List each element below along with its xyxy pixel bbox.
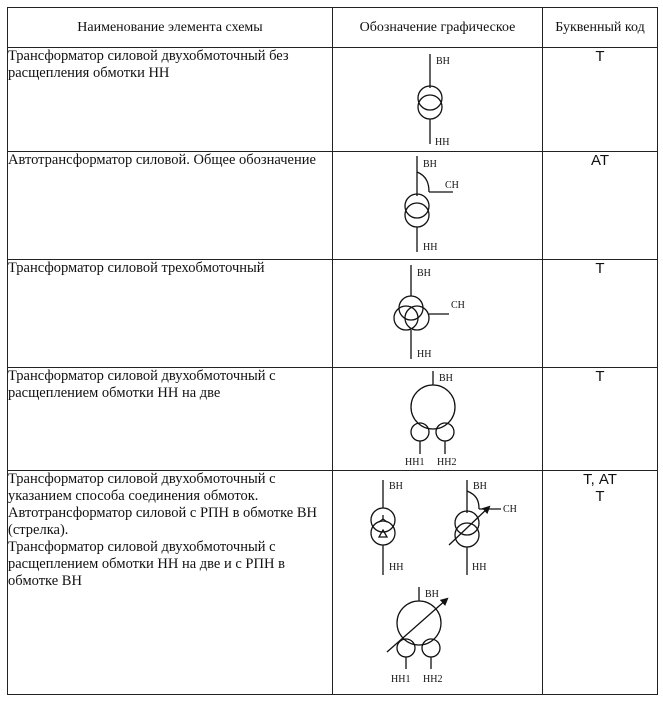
table-row xyxy=(8,471,658,695)
letter-code: Т xyxy=(543,48,658,152)
element-name: Трансформатор силовой двухобмоточный с расщеплением обмотки НН на две xyxy=(8,368,333,471)
name-line: Автотрансформатор силовой с РПН в обмотке ВН (стрелка). xyxy=(8,505,317,538)
letter-code: АТ xyxy=(543,152,658,260)
table-row xyxy=(8,368,658,471)
hv-label: ВН xyxy=(425,589,439,600)
two-winding-transformer-symbol xyxy=(333,48,543,151)
mv-label: СН xyxy=(445,180,459,191)
table-row xyxy=(8,152,658,260)
hv-label: ВН xyxy=(417,268,431,279)
element-name: Трансформатор силовой двухобмоточный без расщепления обмотки НН xyxy=(8,48,333,152)
lv-label: НН xyxy=(435,137,450,148)
header-code: Буквенный код xyxy=(543,8,658,48)
designation-table xyxy=(7,7,658,695)
hv-label: ВН xyxy=(389,481,403,492)
split-winding-oltc-transformer-symbol xyxy=(387,587,447,685)
autotransformer-oltc-symbol xyxy=(449,480,517,575)
name-line: Трансформатор силовой двухобмоточный с расщеплением обмотки НН на две и с РПН в обмотке ВН xyxy=(8,539,285,589)
lv-label: НН xyxy=(389,562,404,573)
element-name xyxy=(8,471,333,695)
code-line: Т, АТ xyxy=(583,471,617,488)
graphic-symbol xyxy=(333,368,543,471)
hv-label: ВН xyxy=(473,481,487,492)
table-row xyxy=(8,48,658,152)
lv1-label: НН1 xyxy=(391,674,411,685)
graphic-symbol xyxy=(333,152,543,260)
lv2-label: НН2 xyxy=(437,457,457,468)
graphic-symbol xyxy=(333,48,543,152)
combined-transformer-symbols xyxy=(333,471,543,694)
name-line: Трансформатор силовой двухобмоточный с указанием способа соединения обмоток. xyxy=(8,471,276,504)
letter-code: Т xyxy=(543,368,658,471)
lv2-label: НН2 xyxy=(423,674,443,685)
mv-label: СН xyxy=(503,504,517,515)
letter-code xyxy=(543,471,658,695)
lv-label: НН xyxy=(472,562,487,573)
element-name: Трансформатор силовой трехобмоточный xyxy=(8,260,333,368)
code-line: Т xyxy=(595,488,605,505)
hv-label: ВН xyxy=(423,159,437,170)
element-name: Автотрансформатор силовой. Общее обозначение xyxy=(8,152,333,260)
lv1-label: НН1 xyxy=(405,457,425,468)
table-row xyxy=(8,260,658,368)
hv-label: ВН xyxy=(436,56,450,67)
mv-label: СН xyxy=(451,300,465,311)
header-row xyxy=(8,8,658,48)
letter-code: Т xyxy=(543,260,658,368)
autotransformer-symbol xyxy=(333,152,543,259)
header-name: Наименование элемента схемы xyxy=(8,8,333,48)
graphic-symbol xyxy=(333,471,543,695)
split-winding-transformer-symbol xyxy=(333,368,543,470)
header-symbol: Обозначение графическое xyxy=(333,8,543,48)
lv-label: НН xyxy=(423,242,438,253)
lv-label: НН xyxy=(417,349,432,360)
graphic-symbol xyxy=(333,260,543,368)
hv-label: ВН xyxy=(439,373,453,384)
winding-connection-transformer-symbol xyxy=(371,480,403,575)
three-winding-transformer-symbol xyxy=(333,260,543,367)
